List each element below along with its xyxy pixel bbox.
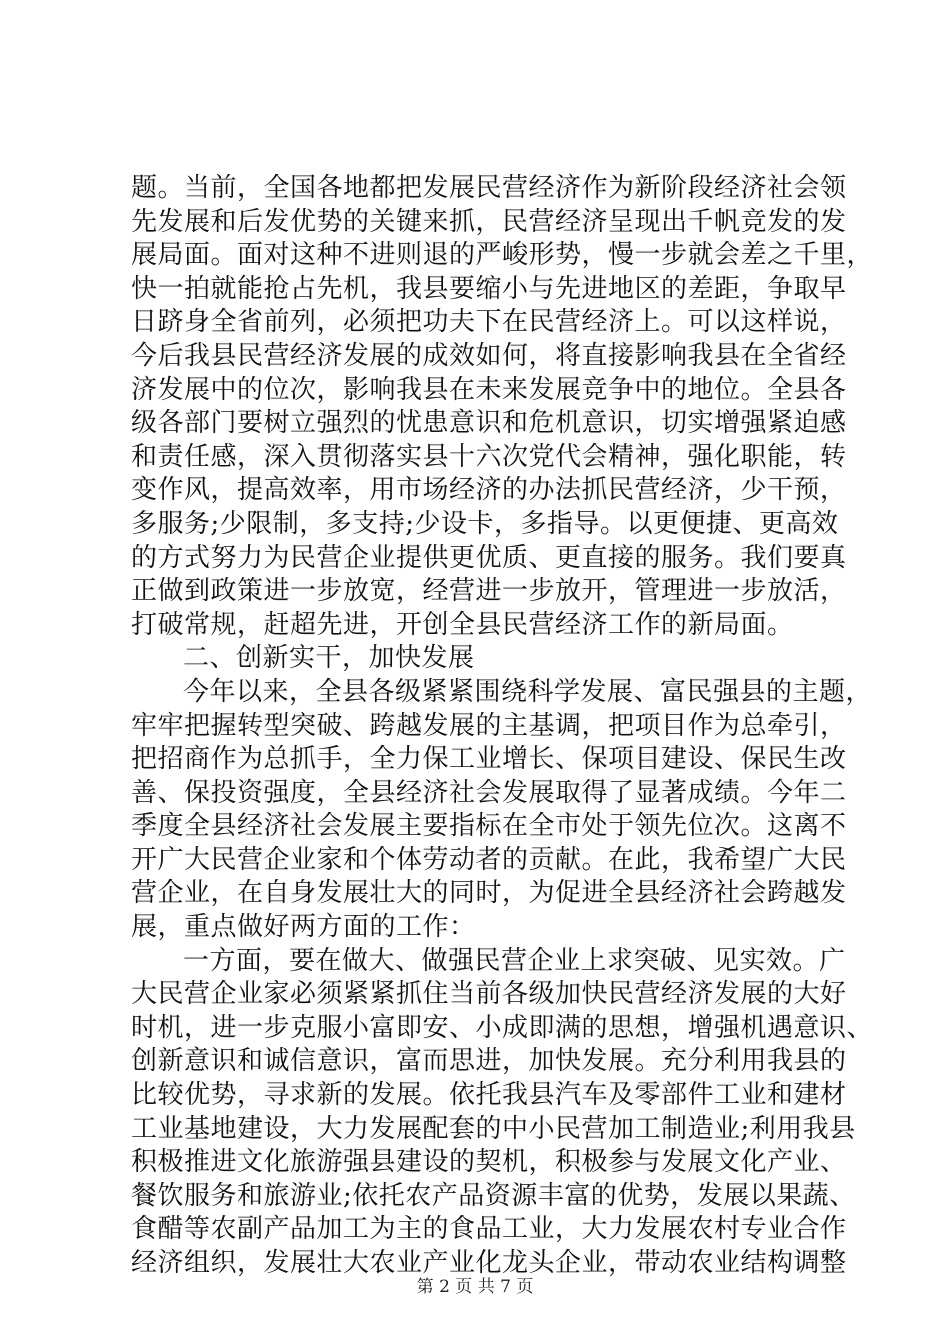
text-line: 今年以来，全县各级紧紧围绕科学发展、富民强县的主题，	[183, 676, 873, 707]
text-line: 食醋等农副产品加工为主的食品工业，大力发展农村专业合作	[131, 1214, 847, 1245]
text-line: 济发展中的位次，影响我县在未来发展竞争中的地位。全县各	[131, 374, 847, 405]
text-line: 快一拍就能抢占先机，我县要缩小与先进地区的差距，争取早	[131, 273, 847, 304]
text-line: 积极推进文化旅游强县建设的契机，积极参与发展文化产业、	[131, 1147, 847, 1178]
text-line: 今后我县民营经济发展的成效如何，将直接影响我县在全省经	[131, 340, 847, 371]
text-line: 大民营企业家必须紧紧抓住当前各级加快民营经济发展的大好	[131, 979, 847, 1010]
text-line: 先发展和后发优势的关键来抓，民营经济呈现出千帆竞发的发	[131, 206, 847, 237]
text-line: 善、保投资强度，全县经济社会发展取得了显著成绩。今年二	[131, 777, 847, 808]
text-line: 的方式努力为民营企业提供更优质、更直接的服务。我们要真	[131, 542, 847, 573]
text-line: 题。当前，全国各地都把发展民营经济作为新阶段经济社会领	[131, 173, 847, 203]
document-body	[131, 172, 874, 1281]
text-line: 比较优势，寻求新的发展。依托我县汽车及零部件工业和建材	[131, 1080, 847, 1111]
text-line: 一方面，要在做大、做强民营企业上求突破、见实效。广	[183, 945, 846, 976]
text-line: 创新意识和诚信意识，富而思进，加快发展。充分利用我县的	[131, 1046, 847, 1077]
text-line: 多服务;少限制，多支持;少设卡，多指导。以更便捷、更高效	[131, 508, 839, 539]
text-line: 打破常规，赶超先进，开创全县民营经济工作的新局面。	[131, 609, 794, 640]
text-line: 牢牢把握转型突破、跨越发展的主基调，把项目作为总牵引，	[131, 710, 847, 741]
text-line: 变作风，提高效率，用市场经济的办法抓民营经济，少干预，	[131, 475, 847, 506]
text-line: 经济组织，发展壮大农业产业化龙头企业，带动农业结构调整	[131, 1248, 847, 1278]
text-line: 展局面。面对这种不进则退的严峻形势，慢一步就会差之千里，	[131, 240, 874, 271]
text-line: 工业基地建设，大力发展配套的中小民营加工制造业;利用我县	[131, 1113, 856, 1144]
text-line: 级各部门要树立强烈的忧患意识和危机意识，切实增强紧迫感	[131, 408, 847, 439]
text-line: 日跻身全省前列，必须把功夫下在民营经济上。可以这样说，	[131, 307, 847, 338]
text-line: 展，重点做好两方面的工作：	[131, 912, 476, 943]
text-line: 正做到政策进一步放宽，经营进一步放开，管理进一步放活，	[131, 576, 847, 607]
text-line: 和责任感，深入贯彻落实县十六次党代会精神，强化职能，转	[131, 441, 847, 472]
text-line: 餐饮服务和旅游业;依托农产品资源丰富的优势，发展以果蔬、	[131, 1180, 856, 1211]
text-line: 季度全县经济社会发展主要指标在全市处于领先位次。这离不	[131, 811, 847, 842]
text-line: 营企业，在自身发展壮大的同时，为促进全县经济社会跨越发	[131, 878, 847, 909]
text-line: 时机，进一步克服小富即安、小成即满的思想，增强机遇意识、	[131, 1012, 874, 1043]
text-line: 二、创新实干，加快发展	[183, 643, 475, 674]
text-line: 把招商作为总抓手，全力保工业增长、保项目建设、保民生改	[131, 744, 847, 775]
text-line: 开广大民营企业家和个体劳动者的贡献。在此，我希望广大民	[131, 844, 847, 875]
page-footer: 第 2 页 共 7 页	[416, 1277, 534, 1297]
